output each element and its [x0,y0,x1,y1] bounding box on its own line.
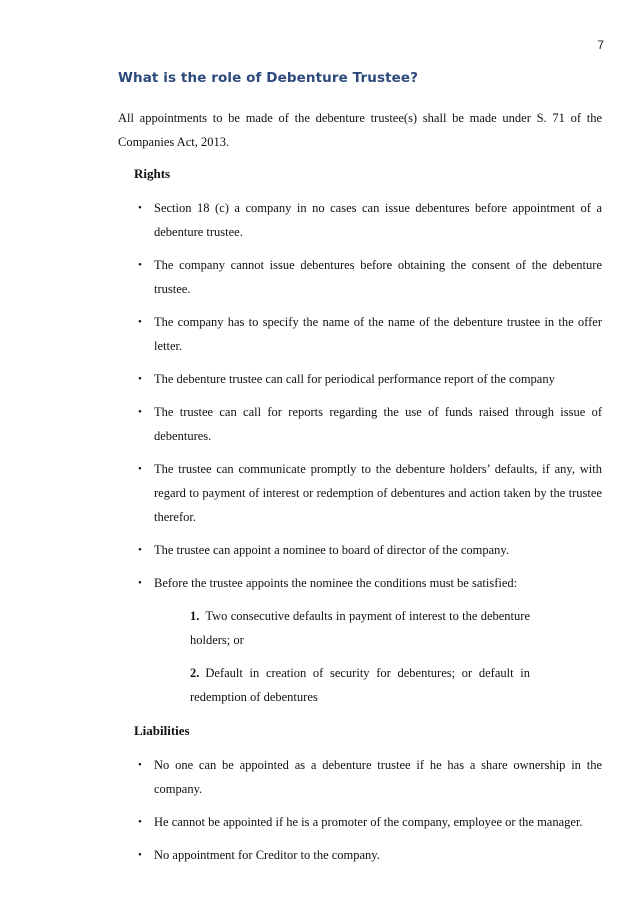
list-item: • The company has to specify the name of the name of the debenture trustee in the offer letter. [118,310,602,358]
list-item: • The trustee can communicate promptly to the debenture holders’ defaults, if any, with regard to payment of interest or redemption of debentures and action taken by the trustee therefor. [118,457,602,529]
section-heading: What is the role of Debenture Trustee? [118,70,419,86]
bullet-icon: • [138,544,142,556]
list-item: • The company cannot issue debentures before obtaining the consent of the debenture trustee. [118,253,602,301]
liabilities-title: Liabilities [134,723,190,738]
condition-item: 2. Default in creation of security for debentures; or default in redemption of debentures [190,666,530,704]
bullet-icon: • [138,202,142,214]
list-item: • Before the trustee appoints the nominee the conditions must be satisfied: [118,571,602,595]
page-number: 7 [597,38,604,52]
list-item: • No one can be appointed as a debenture trustee if he has a share ownership in the company. [118,753,602,801]
conditions-list [118,604,530,709]
list-item: • He cannot be appointed if he is a promoter of the company, employee or the manager. [118,810,602,834]
bullet-icon: • [138,373,142,385]
bullet-icon: • [138,316,142,328]
bullet-icon: • [138,406,142,418]
rights-list [118,196,602,595]
bullet-icon: • [138,463,142,475]
intro-paragraph: All appointments to be made of the debenture trustee(s) shall be made under S. 71 of the Companies Act, 2013. [118,111,602,149]
list-item: • Section 18 (c) a company in no cases can issue debentures before appointment of a debenture trustee. [118,196,602,244]
bullet-icon: • [138,259,142,271]
condition-item: 1. Two consecutive defaults in payment of interest to the debenture holders; or [190,609,530,647]
list-item: • The debenture trustee can call for periodical performance report of the company [118,367,602,391]
rights-title: Rights [134,166,171,181]
list-item: • No appointment for Creditor to the company. [118,843,602,867]
bullet-icon: • [138,849,142,861]
liabilities-list [118,753,602,867]
document-body [118,106,602,876]
bullet-icon: • [138,816,142,828]
bullet-icon: • [138,577,142,589]
list-item: • The trustee can call for reports regarding the use of funds raised through issue of debentures. [118,400,602,448]
bullet-icon: • [138,759,142,771]
list-item: • The trustee can appoint a nominee to board of director of the company. [118,538,602,562]
